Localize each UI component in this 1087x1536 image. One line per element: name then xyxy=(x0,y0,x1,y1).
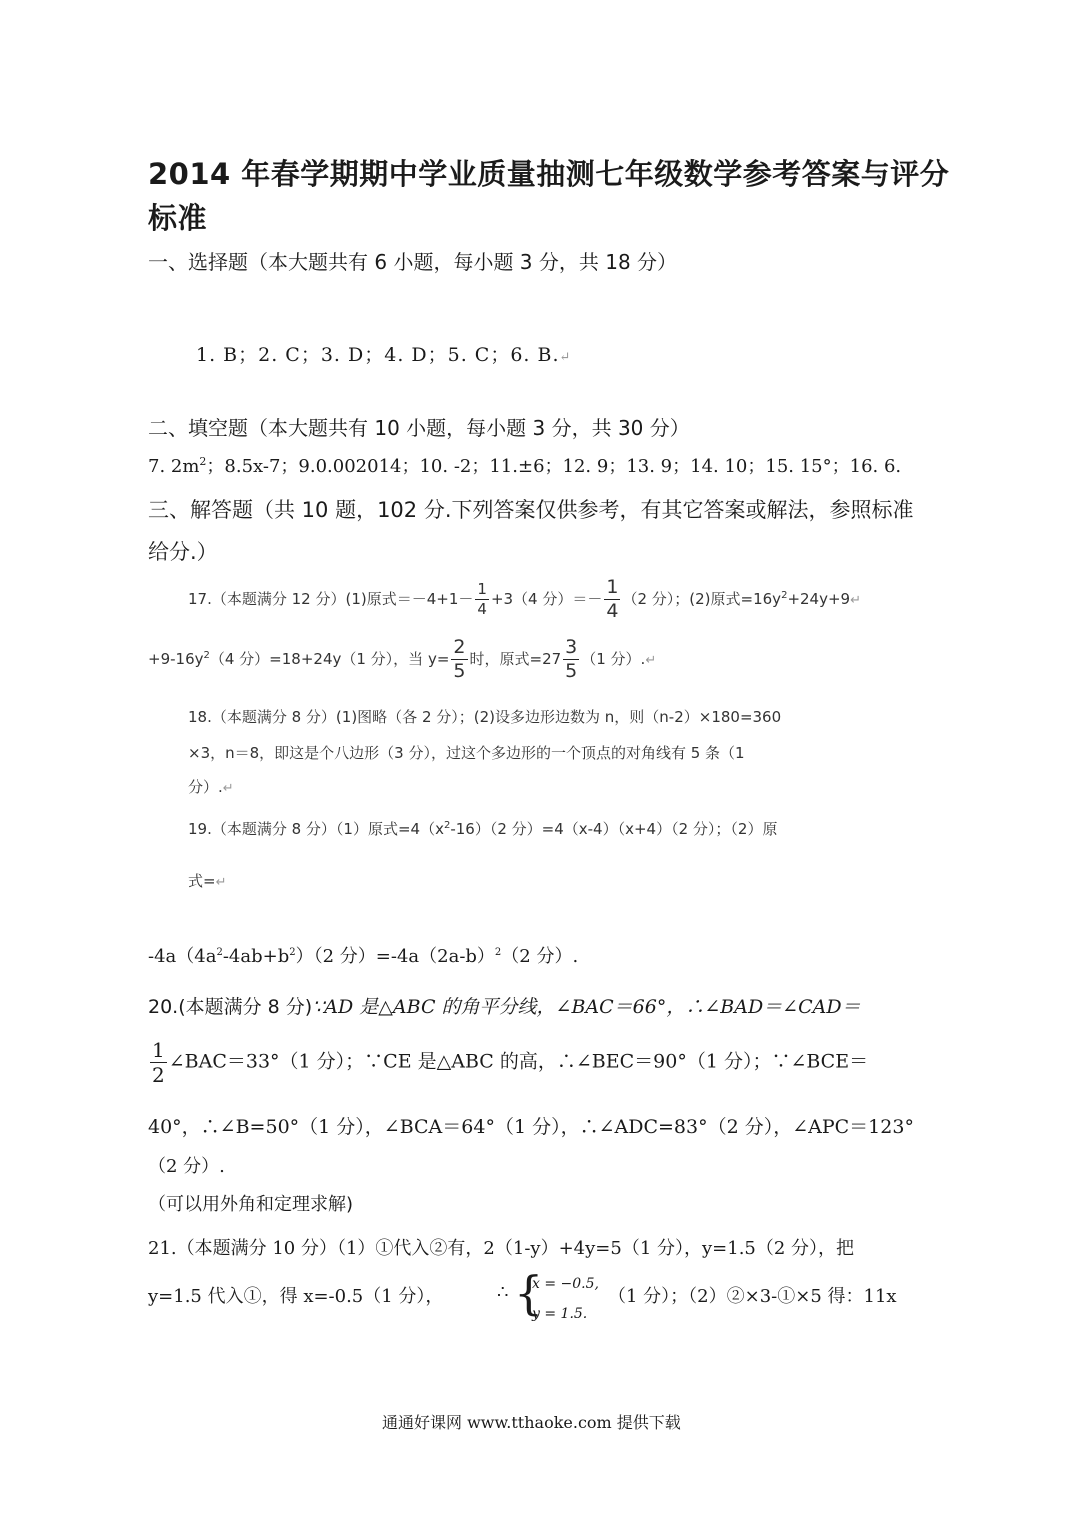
q19-sup1: 2 xyxy=(443,820,451,831)
section2-answers-a: 7. 2m xyxy=(148,456,200,477)
section1-heading: 一、选择题（本大题共有 6 小题，每小题 3 分，共 18 分） xyxy=(148,250,678,274)
q21-line1: 21.（本题满分 10 分）（1）①代入②有，2（1-y）+4y=5（1 分），y=1.5（2 分），把 xyxy=(148,1238,855,1259)
q17-frac3-num: 2 xyxy=(453,636,466,658)
system-brace-icon: { xyxy=(514,1266,544,1320)
q19-line2 xyxy=(188,870,226,891)
section2-answers-b: ；8.5x-7；9.0.002014；10. -2；11.±6；12. 9；13. 9；14. 10；15. 15°；16. 6. xyxy=(206,456,902,477)
section2-heading: 二、填空题（本大题共有 10 小题，每小题 3 分，共 30 分） xyxy=(148,416,690,440)
paragraph-mark-icon: ↵ xyxy=(645,653,657,668)
q17-frac1-num: 1 xyxy=(477,580,487,598)
q21-system-eq1: x = −0.5, xyxy=(532,1276,599,1292)
paragraph-mark-icon: ↵ xyxy=(222,781,234,796)
q19-line3a: -4a（4a xyxy=(148,946,217,967)
q19-line1 xyxy=(188,818,777,839)
q17-sup1: 2 xyxy=(781,590,788,601)
q17-expr1: －4+1－ xyxy=(411,590,474,608)
q20-line1 xyxy=(148,992,861,1019)
q21-line2a: y=1.5 代入①，得 x=-0.5（1 分）， xyxy=(148,1286,444,1307)
q17-line2a: +9-16y xyxy=(148,650,204,668)
q21-line2b: （1 分）；（2）②×3-①×5 得：11x xyxy=(608,1286,897,1307)
q17-sup2: 2 xyxy=(203,650,210,661)
q17-frac2 xyxy=(604,578,620,621)
q20-frac-num: 1 xyxy=(152,1038,165,1062)
q17-frac4 xyxy=(563,638,579,681)
q20-line2 xyxy=(148,1040,868,1085)
q17-line2 xyxy=(148,638,656,681)
q20-frac xyxy=(150,1040,167,1085)
q20-line3: 40°，∴∠B=50°（1 分），∠BCA＝64°（1 分），∴∠ADC=83°（2 分），∠APC＝123° xyxy=(148,1116,914,1138)
q18-line3 xyxy=(188,776,234,797)
section3-heading-line2: 给分.） xyxy=(148,540,218,564)
q17-frac1-den: 4 xyxy=(477,600,487,618)
q19-line3 xyxy=(148,942,578,968)
footer-text: 通通好课网 www.tthaoke.com 提供下载 xyxy=(382,1413,681,1432)
q19-line2-text: 式= xyxy=(188,872,216,890)
q21-therefore: ∴ xyxy=(497,1282,509,1303)
q17-frac4-den: 5 xyxy=(565,660,578,682)
q17-frac1 xyxy=(475,582,489,617)
paragraph-mark-icon: ↵ xyxy=(559,350,572,365)
q19-line1b: -16）（2 分）=4（x-4）（x+4）（2 分）；（2）原 xyxy=(450,820,778,838)
q17-line2b: （4 分）=18+24y（1 分），当 y= xyxy=(209,650,450,668)
q18-line2: ×3，n＝8，即这是个八边形（3 分），过这个多边形的一个顶点的对角线有 5 条（1 xyxy=(188,744,745,762)
q19-line1a: 19.（本题满分 8 分）（1）原式=4（x xyxy=(188,820,444,838)
q18-line3-text: 分）. xyxy=(188,778,223,796)
q17-line2d: （1 分）. xyxy=(581,650,646,668)
q17-frac2-num: 1 xyxy=(606,576,619,598)
q17-part3: +24y+9 xyxy=(787,590,851,608)
q20-line2-text: ∠BAC＝33°（1 分）；∵CE 是△ABC 的高，∴∠BEC＝90°（1 分）；∵∠BCE＝ xyxy=(168,1050,869,1073)
q17-frac4-num: 3 xyxy=(565,636,578,658)
q20-note: （可以用外角和定理求解) xyxy=(148,1194,354,1215)
q20-line4: （2 分）. xyxy=(148,1156,225,1177)
q17-part2: （2 分）；(2)原式=16y xyxy=(622,590,782,608)
document-title-line2: 标准 xyxy=(148,201,208,235)
q17-frac3-den: 5 xyxy=(453,660,466,682)
q20-label: 20.(本题满分 8 分) xyxy=(148,996,313,1018)
section1-answers-text: 1. B；2. C；3. D；4. D；5. C；6. B. xyxy=(196,344,560,366)
paragraph-mark-icon: ↵ xyxy=(850,593,861,608)
q19-sup2: 2 xyxy=(216,947,223,958)
q19-line3c: ）（2 分）=-4a（2a-b） xyxy=(295,946,495,967)
q19-sup3: 2 xyxy=(289,947,296,958)
q17-expr2: +3（4 分）＝－ xyxy=(490,590,603,608)
q17-line2c: 时，原式=27 xyxy=(469,650,562,668)
document-title-line1: 2014 年春学期期中学业质量抽测七年级数学参考答案与评分 xyxy=(148,157,950,191)
section3-heading-line1: 三、解答题（共 10 题，102 分.下列答案仅供参考，有其它答案或解法，参照标准 xyxy=(148,498,914,522)
q20-frac-den: 2 xyxy=(152,1063,165,1087)
section2-answers xyxy=(148,452,901,478)
q19-sup4: 2 xyxy=(494,947,502,958)
q21-system-eq2: y = 1.5. xyxy=(532,1306,588,1322)
q17-frac2-den: 4 xyxy=(606,600,619,622)
q20-line1-text: ∵AD 是△ABC 的角平分线，∠BAC＝66°，∴∠BAD＝∠CAD＝ xyxy=(312,996,861,1018)
section2-answers-sup: 2 xyxy=(199,455,207,468)
q19-line3d: （2 分）. xyxy=(501,946,579,967)
q17-line1 xyxy=(188,578,861,621)
q19-line3b: -4ab+b xyxy=(222,946,290,967)
q18-line1: 18.（本题满分 8 分）(1)图略（各 2 分）；(2)设多边形边数为 n，则（n-2）×180=360 xyxy=(188,708,782,726)
section1-answers xyxy=(196,340,571,367)
q17-part1: 17.（本题满分 12 分）(1)原式＝ xyxy=(188,590,412,608)
paragraph-mark-icon: ↵ xyxy=(215,875,227,890)
q17-frac3 xyxy=(451,638,467,681)
